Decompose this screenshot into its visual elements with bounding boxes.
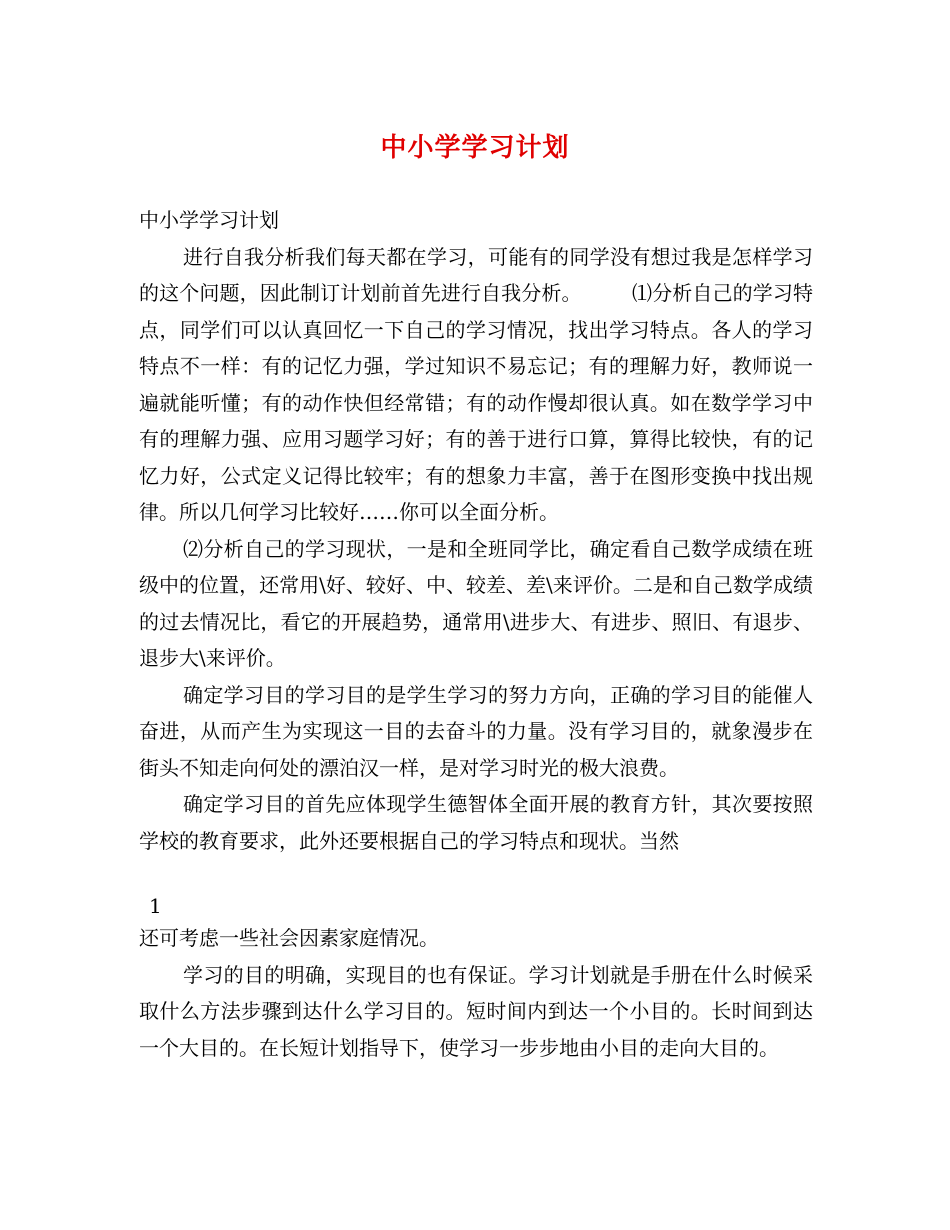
paragraph-current-status: ⑵分析自己的学习现状，一是和全班同学比，确定看自己数学成绩在班级中的位置，还常用\好、较好、中、较差、差\来评价。二是和自己数学成绩的过去情况比，看它的开展趋势，通常用\进步大、有进步、照旧、有退步、退步大\来评价。 — [139, 536, 813, 670]
paragraph-learning-goal: 确定学习目的学习目的是学生学习的努力方向，正确的学习目的能催人奋进，从而产生为实现这一目的去奋斗的力量。没有学习目的，就象漫步在街头不知走向何处的漂泊汉一样，是对学习时光的极大浪费。 — [139, 682, 813, 780]
section-heading: 中小学学习计划 — [139, 208, 279, 232]
paragraph-plan-definition: 学习的目的明确，实现目的也有保证。学习计划就是手册在什么时候采取什么方法步骤到达什么学习目的。短时间内到达一个小目的。长时间到达一个大目的。在长短计划指导下，使学习一步步地由小目的走向大目的。 — [139, 962, 813, 1060]
page-number: 1 — [149, 894, 162, 918]
paragraph-goal-principles: 确定学习目的首先应体现学生德智体全面开展的教育方针，其次要按照学校的教育要求，此外还要根据自己的学习特点和现状。当然 — [139, 792, 813, 853]
paragraph-continuation: 还可考虑一些社会因素家庭情况。 — [139, 926, 439, 950]
paragraph-self-analysis: 进行自我分析我们每天都在学习，可能有的同学没有想过我是怎样学习的这个问题，因此制订计划前首先进行自我分析。 ⑴分析自己的学习特点，同学们可以认真回忆一下自己的学习情况，找出学习特点。各人的学习特点不一样：有的记忆力强，学过知识不易忘记；有的理解力好，教师说一遍就能听懂；有的动作快但经常错；有的动作慢却很认真。如在数学学习中有的理解力强、应用习题学习好；有的善于进行口算，算得比较快，有的记忆力好，公式定义记得比较牢；有的想象力丰富，善于在图形变换中找出规律。所以几何学习比较好……你可以全面分析。 — [139, 244, 813, 524]
document-title: 中小学学习计划 — [380, 133, 570, 163]
body-section-1 — [139, 202, 813, 859]
body-section-2 — [139, 920, 813, 1066]
